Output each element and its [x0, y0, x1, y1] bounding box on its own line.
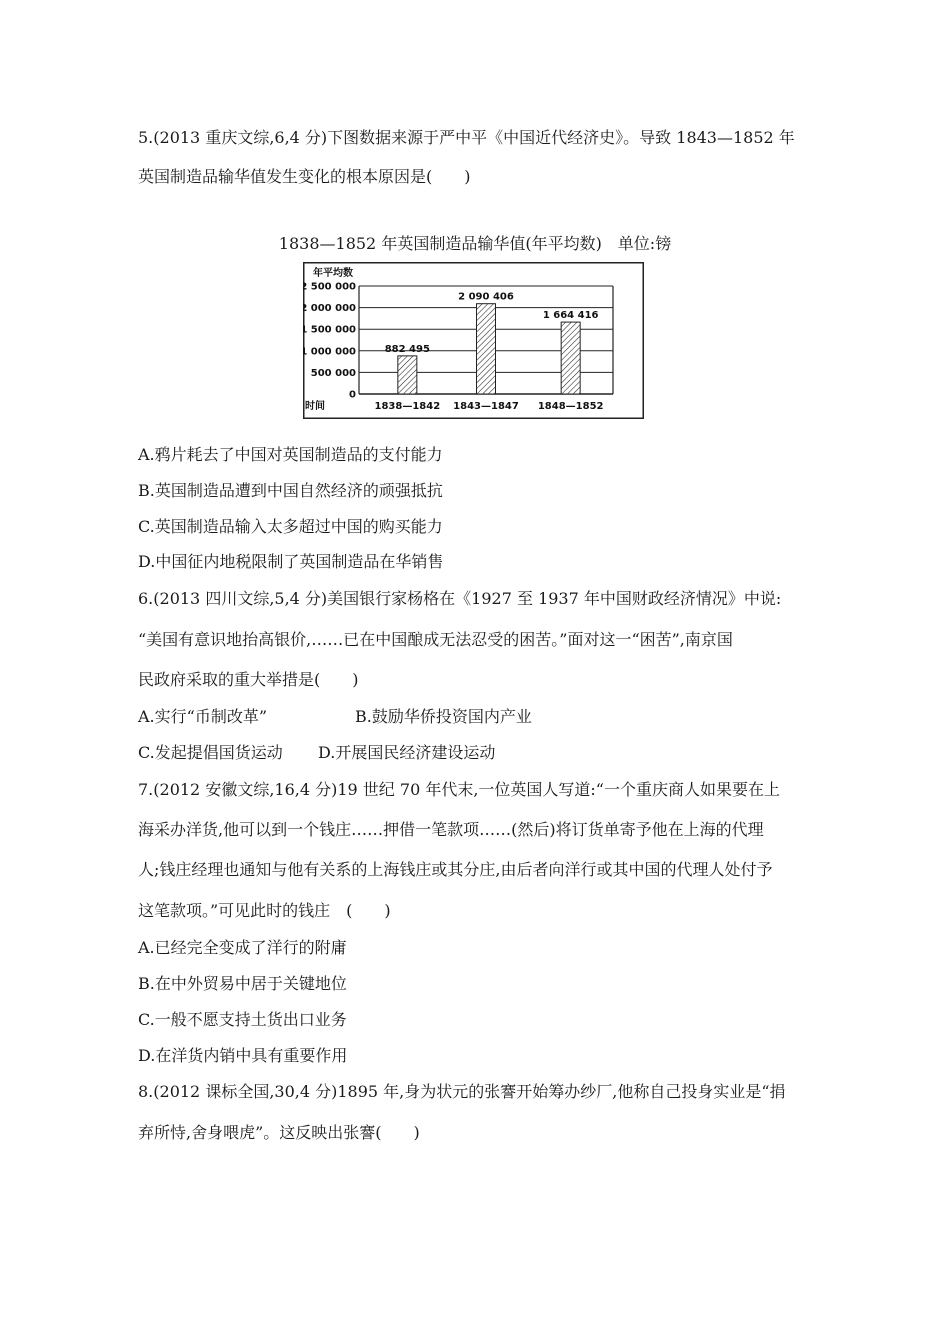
- y-tick-label: 1 500 000: [303, 324, 356, 336]
- q5-option-b: B.英国制造品遭到中国自然经济的顽强抵抗: [138, 481, 443, 500]
- q5-option-a: A.鸦片耗去了中国对英国制造品的支付能力: [138, 445, 443, 464]
- x-tick-label: 1838—1842: [374, 401, 441, 412]
- q7-stem-line-1: 7.(2012 安徽文综,16,4 分)19 世纪 70 年代末,一位英国人写道:“一个重庆商人如果要在上: [138, 780, 780, 799]
- y-tick-label: 500 000: [310, 367, 356, 379]
- q7-option-c: C.一般不愿支持土货出口业务: [138, 1010, 347, 1029]
- bar-value-label: 882 495: [384, 343, 430, 355]
- q7-option-a: A.已经完全变成了洋行的附庸: [138, 938, 347, 957]
- q5-option-d: D.中国征内地税限制了英国制造品在华销售: [138, 552, 444, 571]
- bar-chart: [303, 262, 644, 419]
- q8-stem-line-1: 8.(2012 课标全国,30,4 分)1895 年,身为状元的张謇开始筹办纱厂,他称自己投身实业是“捐: [138, 1082, 786, 1101]
- q5-stem-line-1: 5.(2013 重庆文综,6,4 分)下图数据来源于严中平《中国近代经济史》。导致 1843—1852 年: [138, 128, 795, 147]
- bar-value-label: 1 664 416: [542, 310, 599, 322]
- y-axis-title: 年平均数: [313, 268, 353, 279]
- bar-value-label: 2 090 406: [458, 291, 514, 303]
- chart-title: 1838—1852 年英国制造品输华值(年平均数) 单位:镑: [278, 234, 672, 253]
- q6-option-c: C.发起提倡国货运动: [138, 743, 283, 762]
- x-tick-label: 1843—1847: [453, 401, 519, 412]
- bar-3: [561, 322, 580, 394]
- q8-stem-line-2: 弃所恃,舍身喂虎”。这反映出张謇( ): [138, 1123, 420, 1142]
- q7-stem-line-2: 海采办洋货,他可以到一个钱庄……押借一笔款项……(然后)将订货单寄予他在上海的代理: [138, 820, 764, 839]
- y-tick-label: 2 000 000: [303, 303, 356, 315]
- q6-option-a: A.实行“币制改革”: [138, 707, 268, 726]
- q6-option-b: B.鼓励华侨投资国内产业: [355, 707, 532, 726]
- bar-2: [477, 304, 496, 394]
- bar-1: [398, 356, 417, 394]
- y-tick-label: 0: [349, 389, 356, 401]
- q6-options-row-1: [138, 707, 532, 727]
- y-tick-label: 2 500 000: [303, 281, 356, 293]
- q6-stem-line-2: “美国有意识地抬高银价,……已在中国酿成无法忍受的困苦。”面对这一“困苦”,南京国: [138, 630, 733, 649]
- q6-options-row-2: [138, 743, 495, 763]
- q7-option-b: B.在中外贸易中居于关键地位: [138, 974, 347, 993]
- x-tick-label: 1848—1852: [537, 401, 604, 412]
- y-tick-label: 1 000 000: [303, 346, 356, 358]
- q7-stem-line-3: 人;钱庄经理也通知与他有关系的上海钱庄或其分庄,由后者向洋行或其中国的代理人处付予: [138, 860, 773, 879]
- x-axis-title: 时间: [305, 401, 325, 412]
- q6-option-d: D.开展国民经济建设运动: [318, 743, 496, 762]
- q7-stem-line-4: 这笔款项。”可见此时的钱庄 ( ): [138, 901, 391, 920]
- q7-option-d: D.在洋货内销中具有重要作用: [138, 1046, 348, 1065]
- q6-stem-line-3: 民政府采取的重大举措是( ): [138, 670, 359, 689]
- q6-stem-line-1: 6.(2013 四川文综,5,4 分)美国银行家杨格在《1927 至 1937 年中国财政经济情况》中说:: [138, 589, 782, 608]
- q5-stem-line-2: 英国制造品输华值发生变化的根本原因是( ): [138, 167, 471, 186]
- chart-svg: [303, 262, 644, 419]
- q5-option-c: C.英国制造品输入太多超过中国的购买能力: [138, 517, 443, 536]
